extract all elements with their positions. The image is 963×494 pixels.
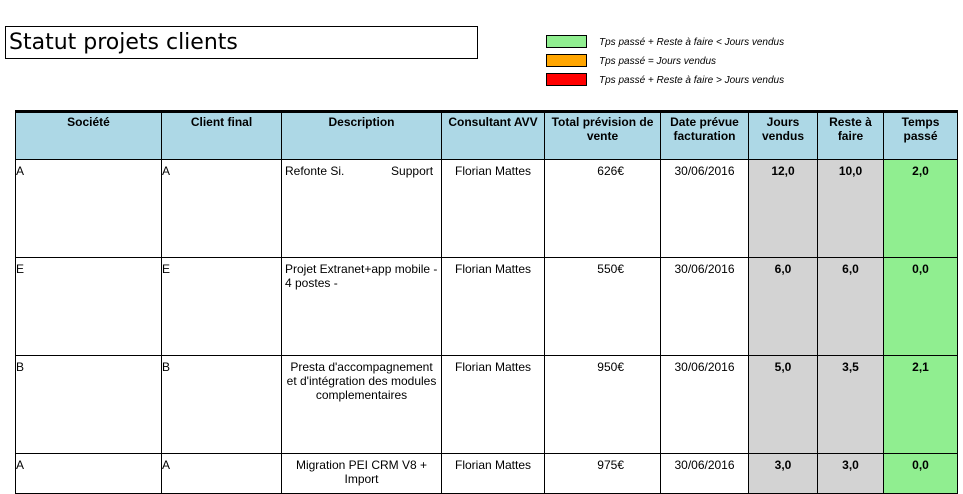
cell-reste: 10,0 [818, 160, 884, 258]
cell-date: 30/06/2016 [661, 160, 749, 258]
legend-label: Tps passé = Jours vendus [599, 56, 717, 67]
cell-date: 30/06/2016 [661, 356, 749, 454]
cell-societe: A [16, 454, 162, 494]
legend-label: Tps passé + Reste à faire < Jours vendus [599, 37, 785, 48]
header-date: Date prévue facturation [661, 112, 749, 160]
cell-societe: A [16, 160, 162, 258]
cell-jours: 5,0 [749, 356, 818, 454]
table-row [16, 356, 958, 454]
header-reste: Reste à faire [818, 112, 884, 160]
header-description: Description [282, 112, 442, 160]
cell-prevision: 550€ [545, 258, 661, 356]
header-jours-vendus: Jours vendus [749, 112, 818, 160]
projects-table [15, 110, 958, 494]
cell-date: 30/06/2016 [661, 258, 749, 356]
table-row [16, 160, 958, 258]
cell-client: A [162, 454, 282, 494]
cell-prevision: 950€ [545, 356, 661, 454]
cell-societe: B [16, 356, 162, 454]
header-prevision: Total prévision de vente [545, 112, 661, 160]
header-temps: Temps passé [884, 112, 958, 160]
cell-jours: 6,0 [749, 258, 818, 356]
cell-jours: 3,0 [749, 454, 818, 494]
cell-consultant: Florian Mattes [442, 356, 545, 454]
cell-reste: 3,0 [818, 454, 884, 494]
cell-description: Refonte Si. Support [282, 160, 442, 258]
cell-temps: 0,0 [884, 454, 958, 494]
cell-consultant: Florian Mattes [442, 160, 545, 258]
legend-label: Tps passé + Reste à faire > Jours vendus [599, 75, 785, 86]
cell-temps: 0,0 [884, 258, 958, 356]
header-consultant: Consultant AVV [442, 112, 545, 160]
cell-description: Projet Extranet+app mobile - 4 postes - [282, 258, 442, 356]
cell-client: A [162, 160, 282, 258]
cell-description: Presta d'accompagnement et d'intégration des modules complementaires [282, 356, 442, 454]
cell-reste: 3,5 [818, 356, 884, 454]
page-title: Statut projets clients [5, 26, 478, 59]
table-row [16, 454, 958, 494]
cell-societe: E [16, 258, 162, 356]
table-row [16, 258, 958, 356]
cell-client: E [162, 258, 282, 356]
cell-description: Migration PEI CRM V8 + Import [282, 454, 442, 494]
header-client-final: Client final [162, 112, 282, 160]
cell-jours: 12,0 [749, 160, 818, 258]
cell-temps: 2,1 [884, 356, 958, 454]
table-header-row [16, 112, 958, 160]
cell-consultant: Florian Mattes [442, 454, 545, 494]
cell-reste: 6,0 [818, 258, 884, 356]
cell-date: 30/06/2016 [661, 454, 749, 494]
cell-temps: 2,0 [884, 160, 958, 258]
legend-swatch-orange [546, 54, 587, 67]
legend-swatch-red [546, 73, 587, 86]
cell-prevision: 975€ [545, 454, 661, 494]
header-societe: Société [16, 112, 162, 160]
cell-client: B [162, 356, 282, 454]
cell-consultant: Florian Mattes [442, 258, 545, 356]
legend-swatch-green [546, 35, 587, 48]
cell-prevision: 626€ [545, 160, 661, 258]
